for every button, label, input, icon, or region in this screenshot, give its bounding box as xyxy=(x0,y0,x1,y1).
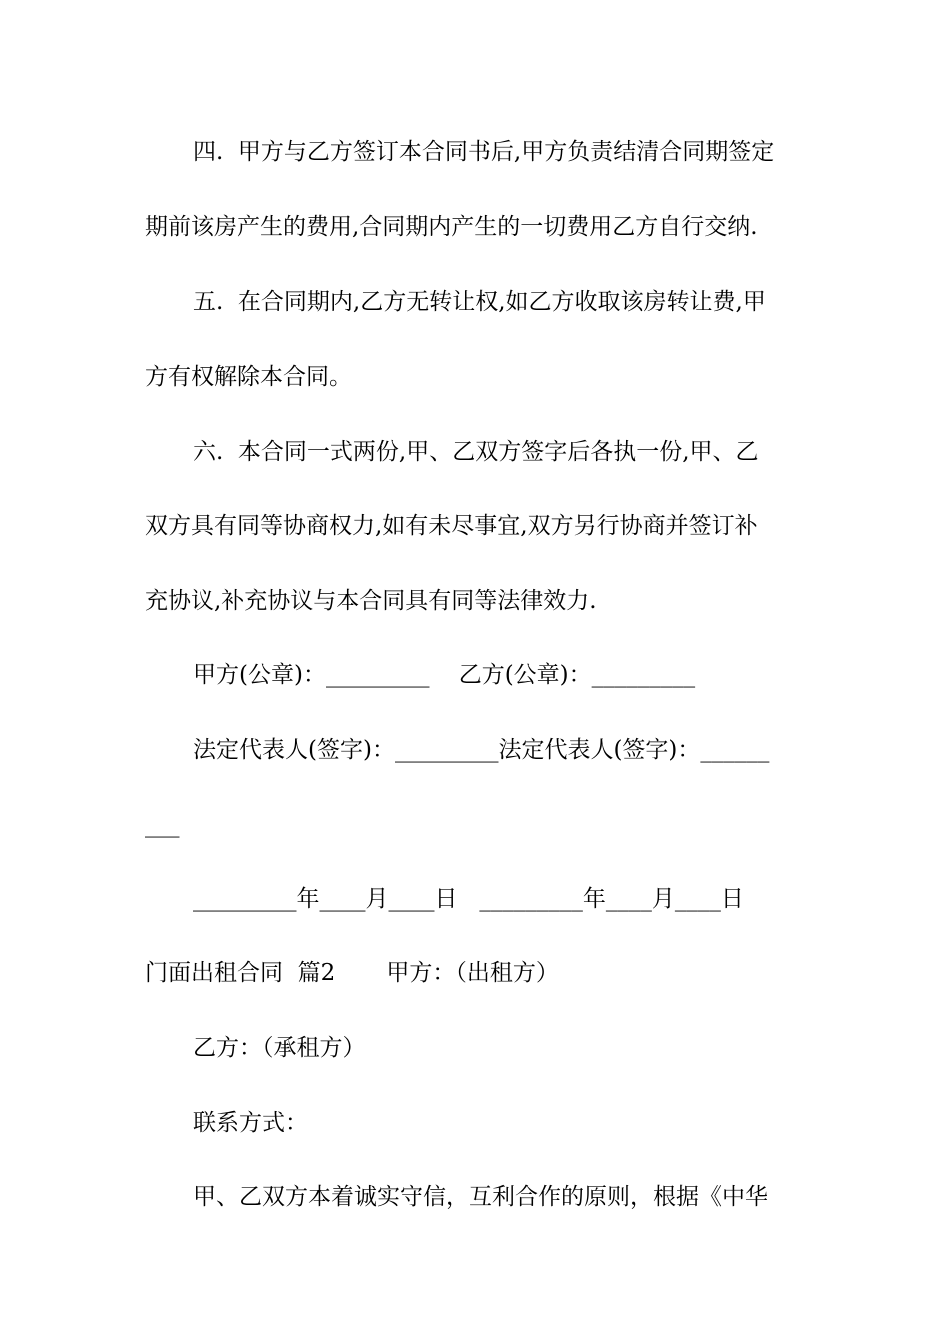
clause-5-line-2: 方有权解除本合同。 xyxy=(145,364,352,390)
clause-4-line-1: 四. 甲方与乙方签订本合同书后,甲方负责结清合同期签定 xyxy=(193,139,775,165)
contract-2-heading: 门面出租合同 篇2 甲方：（出租方） xyxy=(145,960,559,986)
legal-rep-signature-line: 法定代表人(签字)：_________法定代表人(签字)：______ xyxy=(193,737,770,763)
contact-line: 联系方式： xyxy=(193,1110,308,1136)
clause-6-line-3: 充协议,补充协议与本合同具有同等法律效力. xyxy=(145,588,597,614)
clause-6-line-1: 六. 本合同一式两份,甲、乙双方签字后各执一份,甲、乙 xyxy=(193,439,759,465)
clause-6-line-2: 双方具有同等协商权力,如有未尽事宜,双方另行协商并签订补 xyxy=(145,513,758,539)
signature-underline-wrap: ___ xyxy=(145,812,180,838)
clause-5-line-1: 五. 在合同期内,乙方无转让权,如乙方收取该房转让费,甲 xyxy=(193,289,766,315)
party-b-line: 乙方：（承租方） xyxy=(193,1035,366,1061)
date-line: _________年____月____日 _________年____月____日 xyxy=(193,886,744,912)
clause-4-line-2: 期前该房产生的费用,合同期内产生的一切费用乙方自行交纳. xyxy=(145,214,758,240)
party-seal-line: 甲方(公章)：_________ 乙方(公章)：_________ xyxy=(193,662,696,688)
preamble-line: 甲、乙双方本着诚实守信，互利合作的原则，根据《中华 xyxy=(193,1184,768,1210)
